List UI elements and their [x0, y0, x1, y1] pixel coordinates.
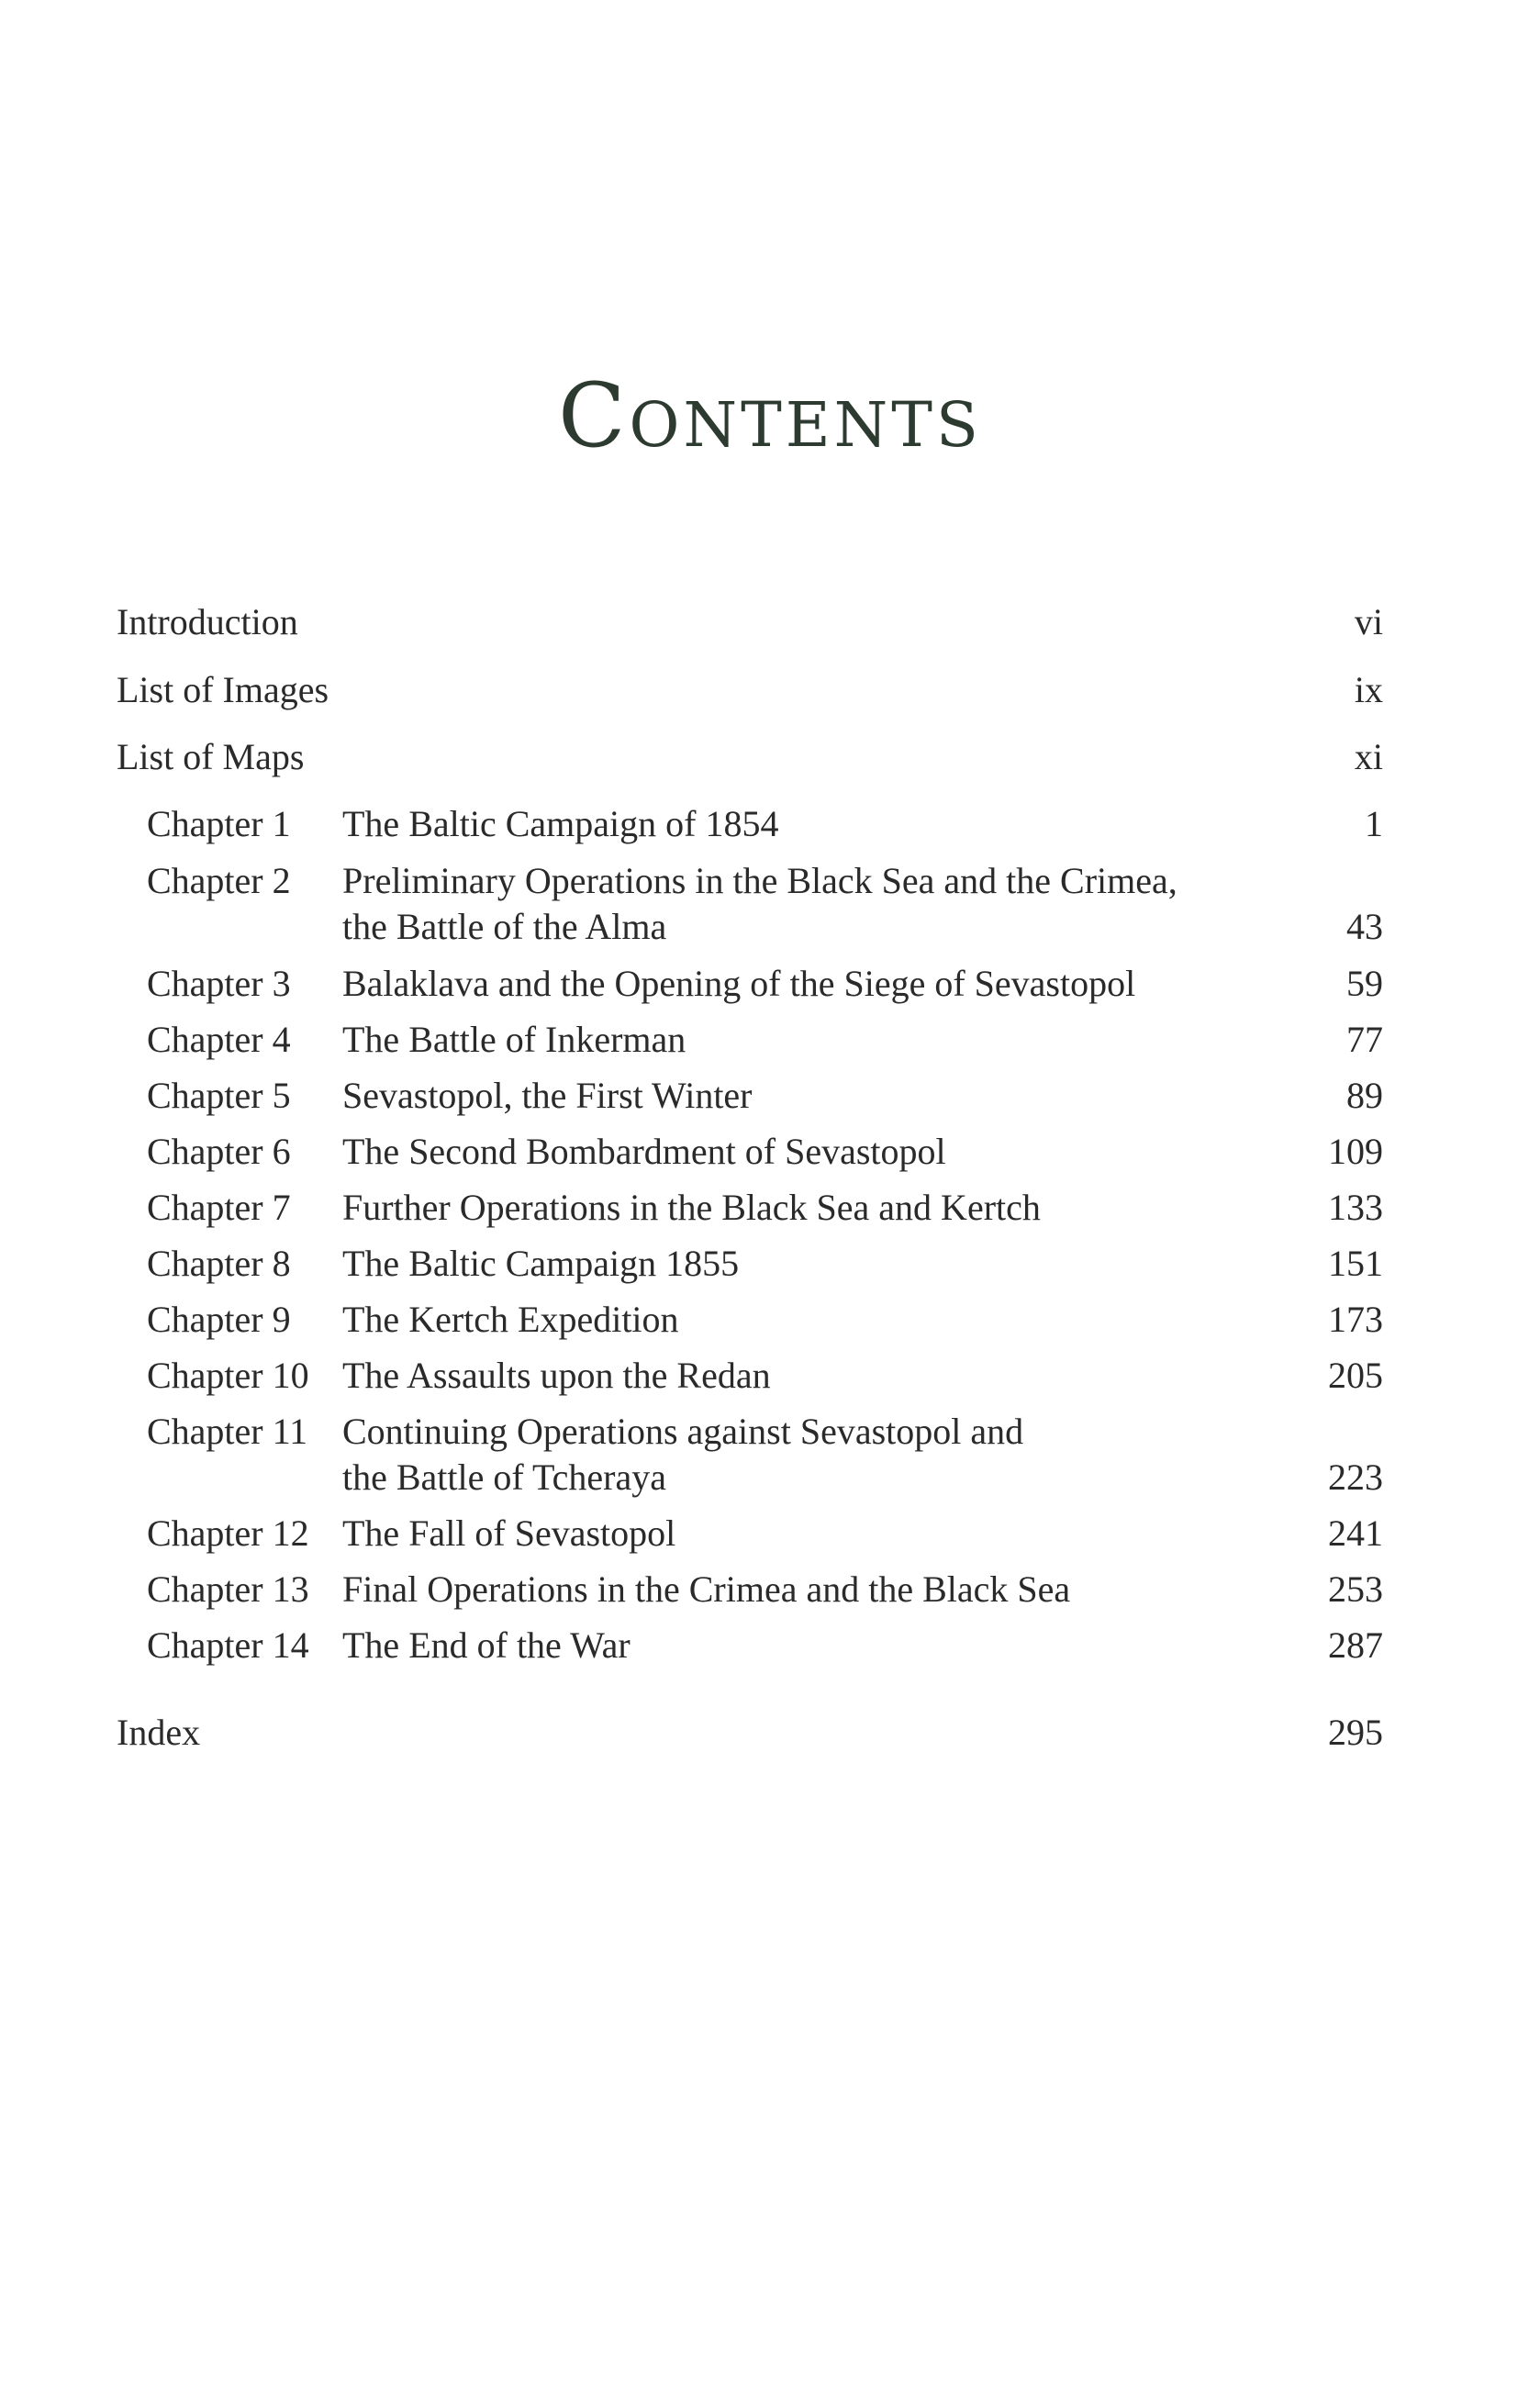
toc-page-number: 287 — [1328, 1624, 1383, 1666]
chapter-label: Chapter 3 — [147, 963, 291, 1004]
chapter-title: The End of the War — [342, 1624, 631, 1666]
chapter-label: Chapter 11 — [147, 1411, 308, 1452]
toc-page-number: 151 — [1328, 1243, 1383, 1284]
chapter-label: Chapter 7 — [147, 1187, 291, 1228]
chapter-label: Chapter 14 — [147, 1624, 309, 1666]
chapter-label: Chapter 4 — [147, 1019, 291, 1060]
toc-entry-list-of-images[interactable] — [117, 667, 1383, 713]
toc-chapter-10[interactable] — [147, 1353, 1383, 1399]
toc-entry-index[interactable] — [117, 1710, 1383, 1756]
chapter-label: Chapter 6 — [147, 1131, 291, 1172]
toc-page-number: 43 — [1346, 906, 1383, 947]
chapter-title: The Fall of Sevastopol — [342, 1512, 676, 1554]
chapter-label: Chapter 12 — [147, 1512, 309, 1554]
chapter-title: The Assaults upon the Redan — [342, 1355, 771, 1396]
toc-entry-label: List of Maps — [117, 736, 305, 777]
toc-chapter-14[interactable] — [147, 1623, 1383, 1668]
toc-chapter-7[interactable] — [147, 1185, 1383, 1231]
toc-page-number: 241 — [1328, 1512, 1383, 1554]
toc-chapter-9[interactable] — [147, 1297, 1383, 1343]
toc-page-number: vi — [1354, 601, 1383, 642]
toc-chapter-8[interactable] — [147, 1241, 1383, 1287]
toc-chapter-1[interactable] — [147, 801, 1383, 847]
toc-entry-label: Introduction — [117, 601, 298, 642]
toc-page-number: 295 — [1328, 1712, 1383, 1753]
page-title: Contents — [558, 364, 982, 467]
toc-entry-list-of-maps[interactable] — [117, 734, 1383, 780]
toc-page-number: 133 — [1328, 1187, 1383, 1228]
chapter-title: The Battle of Inkerman — [342, 1019, 686, 1060]
toc-page-number: 59 — [1346, 963, 1383, 1004]
chapter-label: Chapter 9 — [147, 1299, 291, 1340]
chapter-title: Final Operations in the Crimea and the Black Sea — [342, 1568, 1071, 1610]
toc-page-number: 173 — [1328, 1299, 1383, 1340]
chapter-label: Chapter 1 — [147, 803, 291, 844]
chapter-title: Further Operations in the Black Sea and Kertch — [342, 1187, 1041, 1228]
toc-chapter-13[interactable] — [147, 1567, 1383, 1612]
toc-chapter-11[interactable] — [147, 1409, 1383, 1501]
toc-chapter-2[interactable] — [147, 858, 1383, 950]
chapter-title: Sevastopol, the First Winter — [342, 1075, 753, 1116]
chapter-label: Chapter 10 — [147, 1355, 309, 1396]
chapter-title: The Baltic Campaign 1855 — [342, 1243, 740, 1284]
chapter-label: Chapter 5 — [147, 1075, 291, 1116]
chapter-title: Continuing Operations against Sevastopol and the Battle of Tcheraya — [342, 1411, 1024, 1498]
toc-page-number: xi — [1354, 736, 1383, 777]
toc-page-number: 89 — [1346, 1075, 1383, 1116]
toc-chapter-5[interactable] — [147, 1073, 1383, 1119]
toc-chapter-6[interactable] — [147, 1129, 1383, 1175]
chapter-label: Chapter 13 — [147, 1568, 309, 1610]
toc-entry-label: Index — [117, 1712, 201, 1753]
chapter-label: Chapter 2 — [147, 860, 291, 901]
chapter-title: The Baltic Campaign of 1854 — [342, 803, 779, 844]
toc-page-number: 223 — [1328, 1456, 1383, 1498]
chapter-title: Preliminary Operations in the Black Sea and the Crimea, the Battle of the Alma — [342, 860, 1177, 947]
chapter-title: The Kertch Expedition — [342, 1299, 679, 1340]
chapter-title: Balaklava and the Opening of the Siege of Sevastopol — [342, 963, 1136, 1004]
toc-chapter-12[interactable] — [147, 1511, 1383, 1557]
toc-page-number: 205 — [1328, 1355, 1383, 1396]
toc-entry-label: List of Images — [117, 669, 329, 710]
toc-chapter-4[interactable] — [147, 1017, 1383, 1063]
toc-entry-introduction[interactable] — [117, 599, 1383, 645]
toc-page-number: 109 — [1328, 1131, 1383, 1172]
toc-page-number: ix — [1354, 669, 1383, 710]
toc-page-number: 77 — [1346, 1019, 1383, 1060]
toc-page-number: 253 — [1328, 1568, 1383, 1610]
toc-page-number: 1 — [1365, 803, 1383, 844]
toc-chapter-3[interactable] — [147, 961, 1383, 1007]
chapter-title: The Second Bombardment of Sevastopol — [342, 1131, 946, 1172]
chapter-label: Chapter 8 — [147, 1243, 291, 1284]
